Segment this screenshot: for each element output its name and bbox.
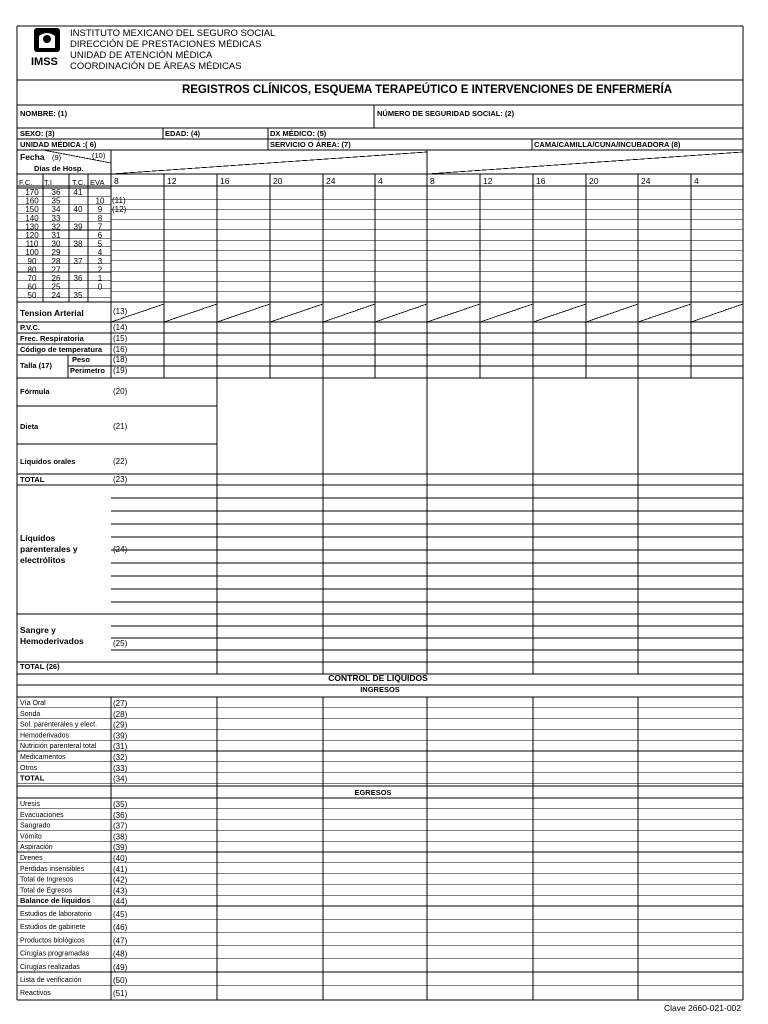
egreso-row-label: Perdidas insensibles (20, 865, 85, 873)
tc-value: 35 (73, 291, 83, 301)
grid-line (217, 304, 270, 322)
extra-row-label: Productos biológicos (20, 937, 85, 945)
fc-value: 120 (25, 231, 39, 240)
fc-value: 60 (27, 282, 37, 292)
hour-label: 24 (326, 176, 336, 186)
hour-label: 4 (378, 176, 383, 186)
field-unidad[interactable]: UNIDAD MÉDICA :( 6) (20, 140, 97, 149)
pvc-ref: (14) (113, 323, 128, 332)
egreso-row-ref: (38) (113, 832, 128, 842)
grid-line (111, 152, 427, 174)
ingreso-row-ref: (31) (113, 742, 128, 752)
fc-value: 70 (27, 274, 37, 283)
talla-label: Talla (17) (20, 361, 52, 370)
egreso-row-ref: (36) (113, 810, 128, 820)
grid-line (375, 304, 427, 322)
fc-value: 100 (25, 248, 39, 258)
eva-value: 9 (97, 205, 103, 215)
ingreso-row-label: TOTAL (20, 773, 45, 783)
fc-value: 160 (25, 196, 39, 206)
ref-11: (11) (112, 196, 126, 205)
ti-value: 31 (51, 231, 61, 240)
eva-value: 8 (97, 213, 103, 223)
hour-label: 12 (483, 176, 493, 186)
ti-value: 28 (51, 256, 61, 266)
grid-line (586, 304, 638, 322)
ingreso-row-ref: (34) (113, 774, 128, 784)
extra-row-ref: (50) (113, 976, 128, 985)
fc-value: 130 (25, 222, 39, 232)
tension-label: Tension Arterial (20, 308, 84, 318)
ingreso-row-ref: (32) (113, 753, 128, 762)
eva-value: 2 (97, 265, 103, 275)
frec-ref: (15) (113, 334, 128, 343)
ti-value: 33 (51, 213, 61, 223)
eva-value: 3 (97, 256, 103, 266)
grid-line (270, 304, 323, 322)
hour-label: 24 (641, 176, 651, 186)
egreso-row-label: Evacuaciones (20, 811, 64, 819)
ti-value: 30 (51, 239, 61, 249)
grid-line (638, 304, 691, 322)
perimetro-label: Perimetro (70, 366, 106, 375)
fecha-ref: (9) (52, 153, 62, 162)
egreso-row-ref: (35) (113, 800, 128, 809)
tc-value: 37 (73, 256, 83, 266)
egreso-row-label: Total de Egresos (20, 887, 73, 895)
ingreso-row-label: Medicamentos (20, 754, 66, 761)
institution-line-3: UNIDAD DE ATENCIÓN MÉDICA (70, 50, 213, 61)
grid-line (323, 304, 375, 322)
col-tc: T.C. (72, 178, 86, 187)
parenterales-line-2: parenterales y (20, 544, 78, 554)
tc-value: 39 (73, 222, 83, 232)
extra-row-ref: (49) (113, 962, 128, 972)
ingreso-row-ref: (27) (113, 699, 128, 708)
ti-value: 26 (51, 274, 61, 283)
dias-hosp-label: Días de Hosp. (34, 164, 84, 173)
hour-label: 4 (694, 176, 699, 186)
ingreso-row-label: Otros (20, 764, 38, 772)
egreso-row-label: Vómito (20, 833, 42, 841)
egreso-row-label: Balance de líquidos (20, 896, 91, 906)
egreso-row-ref: (42) (113, 875, 128, 885)
logo-text: IMSS (31, 56, 58, 68)
eva-value: 1 (97, 274, 103, 283)
hour-label: 16 (220, 176, 230, 186)
parenterales-ref: (24) (113, 545, 128, 554)
fc-value: 150 (25, 205, 39, 215)
field-nss[interactable]: NÚMERO DE SEGURIDAD SOCIAL: (2) (377, 109, 515, 118)
fc-value: 110 (25, 239, 39, 249)
ingreso-row-ref: (29) (113, 720, 128, 730)
liquidos-orales-ref: (22) (113, 457, 128, 466)
col-eva: EVA (90, 178, 105, 187)
ingreso-row-label: Sonda (20, 710, 41, 718)
peso-ref: (18) (113, 355, 128, 364)
grid-line (164, 304, 217, 322)
egreso-row-ref: (44) (113, 897, 128, 907)
fc-value: 140 (25, 213, 39, 223)
field-dx[interactable]: DX MÉDICO: (5) (270, 129, 327, 138)
ti-value: 36 (51, 188, 61, 197)
ti-value: 24 (51, 291, 61, 301)
extra-row-ref: (46) (113, 923, 128, 933)
extra-row-label: Cirugías programadas (20, 950, 90, 958)
field-cama[interactable]: CAMA/CAMILLA/CUNA/INCUBADORA (8) (534, 140, 681, 149)
parenterales-line-3: electrólitos (20, 555, 66, 565)
eva-value: 6 (97, 231, 103, 240)
sangre-line-2: Hemoderivados (20, 636, 84, 646)
egreso-row-label: Sangrado (20, 822, 51, 830)
codigo-ref: (16) (113, 345, 128, 354)
ingresos-title: INGRESOS (360, 685, 400, 694)
egreso-row-ref: (37) (113, 821, 128, 831)
extra-row-ref: (48) (113, 949, 128, 959)
egreso-row-label: Total de Ingresos (20, 876, 74, 884)
egreso-row-ref: (39) (113, 843, 128, 853)
extra-row-label: Estudios de laboratorio (20, 911, 92, 918)
formula-label: Fórmula (20, 387, 50, 396)
hour-label: 16 (536, 176, 546, 186)
egreso-row-label: Uresis (20, 801, 40, 808)
dieta-ref: (21) (113, 422, 128, 431)
imss-logo (31, 28, 60, 68)
hour-label: 8 (114, 176, 119, 186)
hour-label: 12 (167, 176, 177, 186)
fecha-label: Fecha (20, 152, 45, 162)
pvc-label: P.V.C. (20, 323, 41, 332)
tc-value: 40 (73, 205, 83, 215)
ti-value: 34 (51, 205, 61, 215)
control-liquidos-title: CONTROL DE LIQUIDOS (328, 673, 428, 683)
extra-row-ref: (45) (113, 910, 128, 919)
institution-line-2: DIRECCIÓN DE PRESTACIONES MÉDICAS (70, 39, 262, 50)
peso-label: Peso (72, 355, 90, 364)
grid-line (427, 304, 480, 322)
liquidos-orales-label: Liquidos orales (20, 457, 76, 466)
ingreso-row-ref: (33) (113, 763, 128, 773)
egreso-row-ref: (40) (113, 854, 128, 863)
ingreso-row-label: Vía Oral (20, 700, 46, 707)
frec-label: Frec. Respiratoria (20, 334, 84, 343)
extra-row-label: Reactivos (20, 990, 51, 998)
field-nombre[interactable]: NOMBRE: (1) (20, 109, 68, 118)
ingreso-row-ref: (28) (113, 709, 128, 719)
col-ti: T.I (44, 178, 52, 187)
eva-value: 4 (97, 248, 103, 258)
ti-value: 25 (51, 282, 61, 292)
dieta-label: Dieta (20, 422, 39, 431)
eva-value: 0 (97, 282, 103, 292)
sangre-line-1: Sangre y (20, 625, 56, 635)
ti-value: 35 (51, 196, 61, 206)
institution-line-1: INSTITUTO MEXICANO DEL SEGURO SOCIAL (70, 28, 276, 39)
grid-line (480, 304, 533, 322)
egreso-row-ref: (43) (113, 886, 128, 896)
ref-12: (12) (112, 205, 127, 214)
ingreso-row-label: Hemoderivados (20, 732, 70, 740)
egreso-row-ref: (41) (113, 864, 128, 874)
tension-ref: (13) (113, 307, 128, 316)
grid-line (691, 304, 743, 322)
extra-row-label: Cirugías realizadas (20, 963, 80, 971)
fc-value: 90 (27, 256, 37, 266)
field-sexo[interactable]: SEXO: (3) (20, 129, 55, 138)
total-23-ref: (23) (113, 475, 128, 484)
col-fc: F.C. (19, 178, 33, 187)
extra-row-ref: (47) (113, 936, 128, 946)
form-code: Clave 2660-021-002 (663, 1003, 741, 1013)
hour-label: 20 (273, 176, 283, 186)
total-26-label: TOTAL (26) (20, 662, 60, 671)
dias-ref: (10) (92, 151, 106, 160)
ingreso-row-ref: (39) (113, 731, 128, 741)
egreso-row-label: Aspiración (20, 844, 53, 852)
hour-label: 20 (589, 176, 599, 186)
ingreso-row-label: Sol. parenterales y elect. (20, 721, 98, 729)
institution-line-4: COORDINACIÓN DE ÁREAS MÉDICAS (70, 61, 242, 72)
codigo-label: Código de temperatura (20, 345, 103, 354)
grid-line (533, 304, 586, 322)
tc-value: 38 (73, 239, 83, 249)
extra-row-ref: (51) (113, 989, 128, 999)
hour-label: 8 (430, 176, 435, 186)
eva-value: 5 (97, 239, 103, 249)
fc-value: 170 (25, 188, 39, 197)
egreso-row-label: Drenes (20, 855, 43, 862)
eva-value: 10 (95, 196, 105, 206)
field-edad[interactable]: EDAD: (4) (165, 129, 200, 138)
sangre-ref: (25) (113, 639, 128, 648)
eva-value: 7 (97, 222, 103, 232)
ti-value: 27 (51, 265, 61, 275)
egresos-title: EGRESOS (354, 788, 392, 797)
form-title: REGISTROS CLÍNICOS, ESQUEMA TERAPEÚTICO E INTERVENCIONES DE ENFERMERÍA (181, 84, 673, 96)
total-23-label: TOTAL (20, 475, 45, 484)
tc-value: 41 (73, 188, 83, 197)
fc-value: 50 (27, 291, 37, 301)
extra-row-label: Lista de verificación (20, 977, 82, 984)
formula-ref: (20) (113, 387, 128, 396)
grid-line (427, 152, 743, 174)
parenterales-line-1: Líquidos (20, 533, 56, 543)
ti-value: 29 (51, 248, 61, 258)
extra-row-label: Estudios de gabinete (20, 924, 86, 932)
ti-value: 32 (51, 222, 61, 232)
ingreso-row-label: Nutrición parenteral total (20, 743, 97, 751)
field-servicio[interactable]: SERVICIO O ÁREA: (7) (270, 140, 351, 149)
perimetro-ref: (19) (113, 366, 128, 375)
fc-value: 80 (27, 265, 37, 275)
tc-value: 36 (73, 274, 83, 283)
